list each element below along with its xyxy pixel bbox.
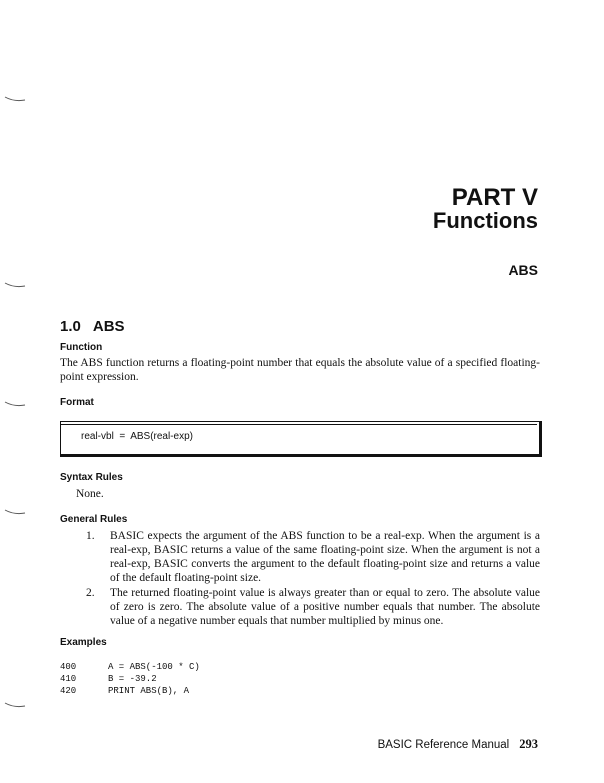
general-rules-heading: General Rules [60, 514, 128, 525]
rule-number: 1. [86, 530, 95, 542]
binder-mark [4, 702, 26, 708]
syntax-rules-text: None. [76, 488, 104, 500]
binder-mark [4, 509, 26, 515]
example-code-block [60, 661, 200, 697]
code-statement: PRINT ABS(B), A [108, 686, 190, 696]
binder-mark [4, 96, 26, 102]
format-box [60, 421, 542, 457]
rule-number: 2. [86, 587, 95, 599]
binder-mark [4, 282, 26, 288]
page-footer [378, 737, 538, 752]
line-number: 400 [60, 662, 77, 672]
general-rule-item [86, 586, 540, 628]
code-line [60, 661, 200, 673]
format-syntax: real-vbl = ABS(real-exp) [81, 431, 193, 442]
section-title: ABS [92, 318, 125, 335]
code-statement: B = -39.2 [108, 674, 157, 684]
code-line [60, 685, 200, 697]
code-statement: A = ABS(-100 * C) [108, 662, 200, 672]
rule-text: BASIC expects the argument of the ABS function to be a real-exp. When the argument is a real-exp, BASIC returns a value of the same floating-point size. When the argument is not a real-exp, BASIC converts the argument to the default floating-point size and returns a value of the default floating-point size. [110, 530, 540, 584]
section-number: 1.0 [60, 318, 81, 335]
rule-text: The returned floating-point value is always greater than or equal to zero. The absolute value of zero is zero. The absolute value of a positive number equals that number. The absolute value of a negative number equals that number multiplied by minus one. [110, 587, 540, 627]
examples-heading: Examples [60, 637, 107, 648]
code-line [60, 673, 200, 685]
line-number: 410 [60, 674, 77, 684]
format-heading: Format [60, 397, 94, 408]
binder-mark [4, 401, 26, 407]
line-number: 420 [60, 686, 77, 696]
part-subtitle: Functions [432, 208, 538, 233]
part-title: PART V [451, 184, 538, 211]
section-heading [60, 318, 125, 335]
function-heading: Function [60, 342, 103, 353]
function-description: The ABS function returns a floating-point number that equals the absolute value of a specified floating-point expression. [60, 357, 540, 383]
running-header: ABS [508, 262, 538, 278]
general-rule-item [86, 529, 540, 585]
page-number: 293 [519, 737, 538, 751]
syntax-rules-heading: Syntax Rules [60, 472, 123, 483]
manual-title: BASIC Reference Manual [377, 739, 510, 751]
